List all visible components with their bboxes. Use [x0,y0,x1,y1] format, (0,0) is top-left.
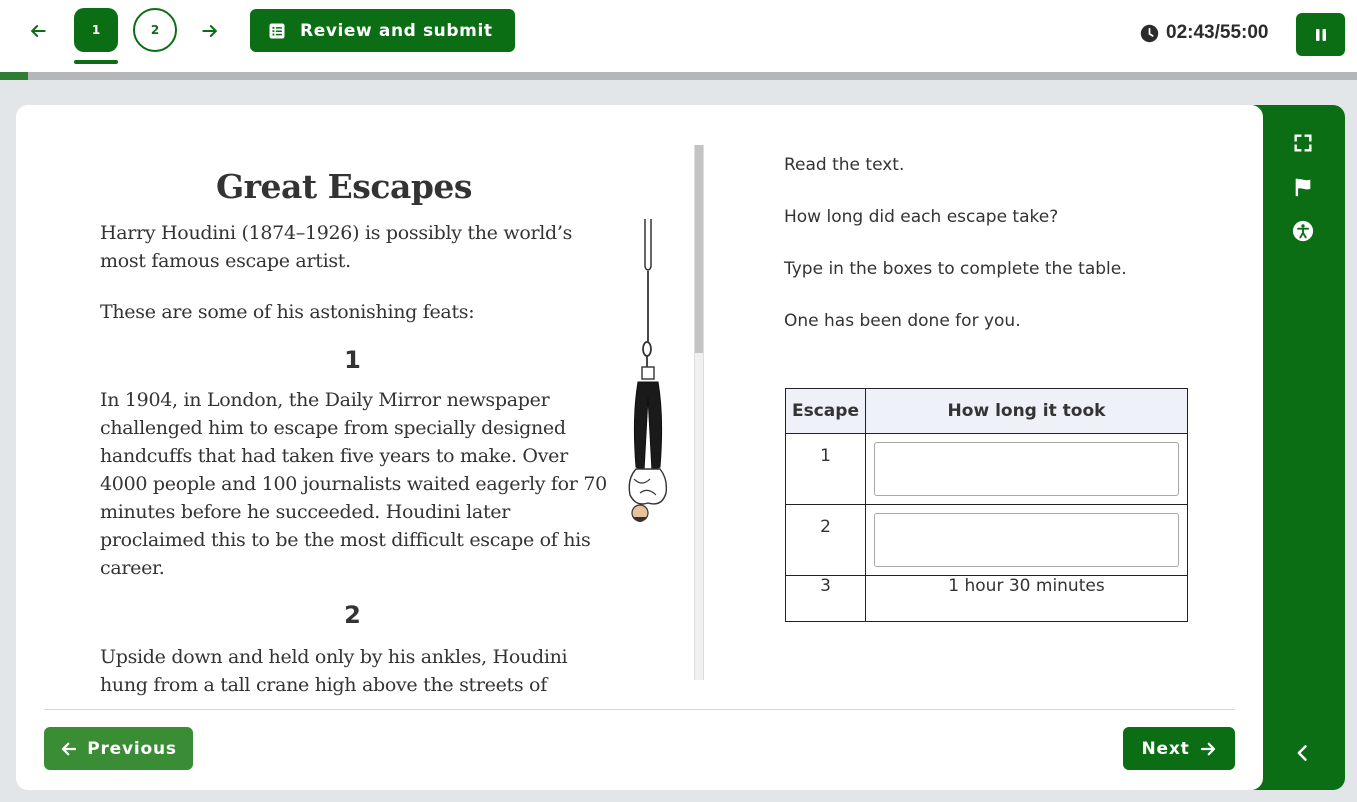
table-header-row [786,389,1188,434]
header-how-long: How long it took [866,389,1188,434]
accessibility-icon [1292,220,1314,242]
escape-number: 2 [786,505,866,576]
top-bar [0,0,1357,72]
next-question-arrow[interactable] [193,14,227,48]
passage-intro: Harry Houdini (1874–1926) is possibly the world’s most famous escape artist. [100,222,573,272]
fullscreen-icon [1292,132,1314,154]
reading-passage[interactable] [44,145,689,696]
previous-button[interactable] [44,727,193,770]
arrow-right-icon [200,21,220,41]
answer-input-escape-2[interactable] [874,513,1179,567]
previous-label: Previous [87,738,177,759]
question-2-button[interactable]: 2 [133,8,177,52]
pause-icon [1313,27,1329,43]
houdini-hanging-illustration [622,217,672,537]
passage-title: Great Escapes [215,167,473,206]
passage-scrollbar-thumb[interactable] [695,145,703,353]
accessibility-button[interactable] [1290,218,1316,244]
instruction-line-3: Type in the boxes to complete the table. [784,259,1127,279]
instruction-line-2: How long did each escape take? [784,207,1059,227]
answer-cell [866,434,1188,505]
table-row [786,505,1188,576]
review-and-submit-label: Review and submit [300,20,493,41]
arrow-left-icon [28,21,48,41]
pause-button[interactable] [1296,13,1345,56]
answer-cell [866,505,1188,576]
next-label: Next [1141,738,1190,759]
passage-scrollbar[interactable] [694,145,704,680]
section-2-number: 2 [344,601,361,629]
section-1-number: 1 [344,346,361,374]
review-and-submit-button[interactable] [250,9,515,52]
current-question-indicator [74,60,118,64]
section-1-text: In 1904, in London, the Daily Mirror newspaper challenged him to escape from specially designed handcuffs that had taken five years to make. Over 4000 people and 100 journalists waited eagerly for 70 minutes before he succeeded. Houdini later proclaimed this to be the most difficult escape of his career. [100,389,607,579]
footer-divider [44,709,1235,710]
clock-icon [1140,24,1159,43]
arrow-left-icon [60,740,78,758]
flag-button[interactable] [1290,174,1316,200]
instruction-line-4: One has been done for you. [784,311,1021,331]
arrow-right-icon [1199,740,1217,758]
list-icon [268,22,286,40]
timer [1140,22,1268,44]
collapse-sidebar-button[interactable] [1290,740,1316,766]
chevron-left-icon [1293,743,1313,763]
answer-input-escape-1[interactable] [874,442,1179,496]
previous-question-arrow[interactable] [21,14,55,48]
escape-number: 3 [786,576,866,622]
question-1-button[interactable]: 1 [74,8,118,52]
header-escape: Escape [786,389,866,434]
table-row [786,434,1188,505]
tools-sidebar [1253,105,1345,790]
instruction-line-1: Read the text. [784,155,905,175]
escape-number: 1 [786,434,866,505]
table-row [786,576,1188,622]
answer-table [785,388,1188,622]
next-button[interactable] [1123,727,1235,770]
section-2-text: Upside down and held only by his ankles, Houdini hung from a tall crane high above the streets of [100,646,568,696]
passage-lead: These are some of his astonishing feats: [100,301,475,323]
given-answer: 1 hour 30 minutes [866,576,1188,622]
progress-bar-fill [0,72,28,80]
flag-icon [1292,176,1314,198]
fullscreen-button[interactable] [1290,130,1316,156]
progress-bar [0,72,1357,80]
timer-text: 02:43/55:00 [1166,22,1269,43]
